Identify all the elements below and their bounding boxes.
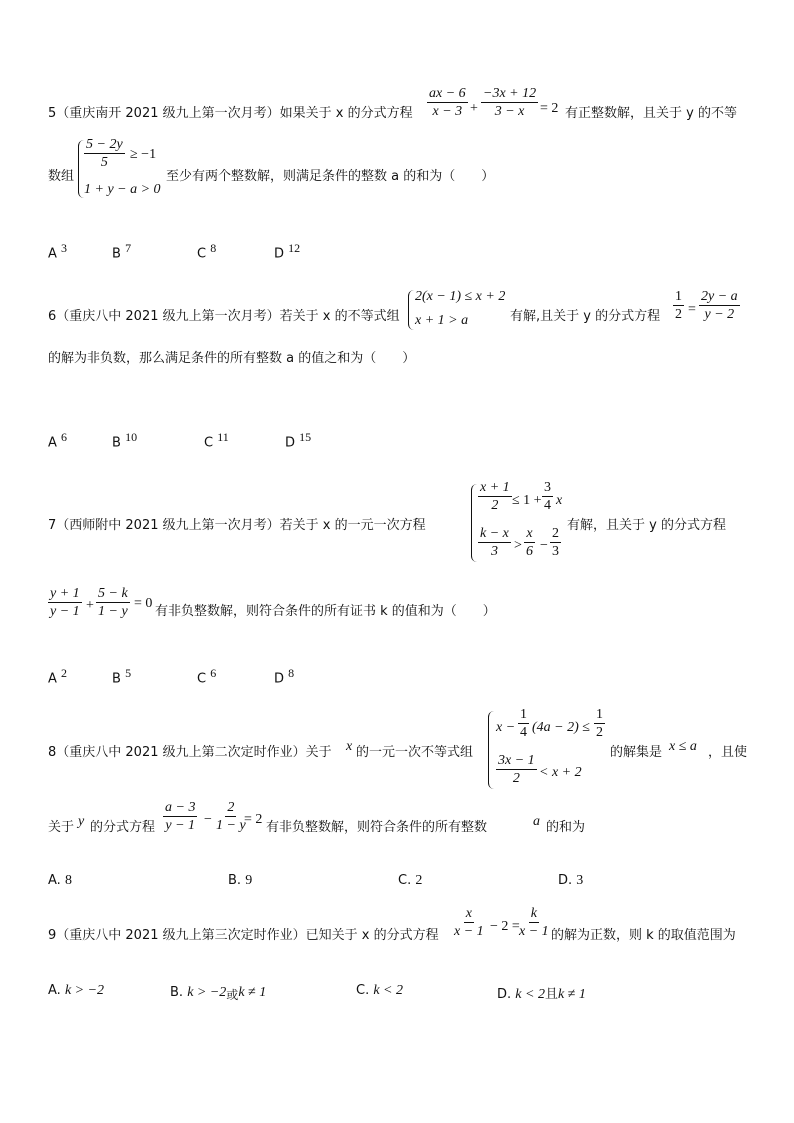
q9-option-c[interactable]: C. k < 2 — [356, 983, 404, 998]
q7-s1-fraction-2: $\frac{3}{4}$ — [544, 480, 551, 513]
q8-text-7: 有非负整数解，则符合条件的所有整数 — [266, 820, 488, 835]
q7-text-2: 有解，且关于 y 的分式方程 — [567, 518, 726, 533]
q9-option-d[interactable]: D. k < 2且k ≠ 1 — [497, 987, 586, 1002]
q5-fraction-1: $\frac{ax - 6}{x - 3}$ — [429, 86, 466, 119]
q8-s1-mid: (4a − 2) ≤ — [532, 720, 590, 735]
q6-option-b[interactable]: B $^{10}$ — [112, 430, 138, 451]
q6-text-1: 6（重庆八中 2021 级九上第一次月考）若关于 x 的不等式组 — [48, 309, 400, 324]
q7-eq-fraction-2: $\frac{5 - k}{1 - y}$ — [98, 586, 128, 619]
q8-eq-rhs: = 2 — [244, 812, 263, 827]
q5-sys-fraction: $\frac{5 - 2y}{5}$ — [86, 137, 123, 170]
q9-fraction-2: $\frac{k}{x - 1}$ — [519, 906, 549, 939]
q8-option-c[interactable]: C. 2 — [398, 873, 423, 888]
q8-eq-minus: − — [204, 812, 212, 827]
q5-sys-2: 1 + y − a > 0 — [84, 182, 161, 197]
q7-text-3: 有非负整数解，则符合条件的所有证书 k 的值和为（ ） — [155, 604, 496, 619]
q7-option-d[interactable]: D $^8$ — [274, 666, 295, 687]
q8-option-b[interactable]: B. 9 — [228, 873, 253, 888]
q7-s2-fraction-2: $\frac{x}{6}$ — [526, 526, 533, 559]
q9-option-a[interactable]: A. k > −2 — [48, 983, 105, 998]
q7-s1-rel: ≤ 1 + — [512, 493, 542, 508]
q6-option-c[interactable]: C $^{11}$ — [204, 430, 229, 451]
q8-text-5: 关于 — [48, 820, 75, 835]
q5-option-a[interactable]: A $^3$ — [48, 241, 68, 262]
q8-text-6: 的分式方程 — [90, 820, 156, 835]
q9-text-1: 9（重庆八中 2021 级九上第三次定时作业）已知关于 x 的分式方程 — [48, 928, 439, 943]
q8-var-x: x — [346, 739, 353, 754]
q7-s2-fraction: $\frac{k - x}{3}$ — [480, 526, 509, 559]
q8-solution: x ≤ a — [669, 739, 697, 754]
q8-s1-fraction: $\frac{1}{4}$ — [520, 707, 527, 740]
q7-text-1: 7（西师附中 2021 级九上第一次月考）若关于 x 的一元一次方程 — [48, 518, 426, 533]
q7-s2-minus: − — [540, 538, 548, 553]
q6-text-3: 的解为非负数，那么满足条件的所有整数 a 的值之和为（ ） — [48, 351, 416, 366]
q8-eq-fraction-2: $\frac{2}{1 - y}$ — [216, 800, 246, 833]
q6-option-a[interactable]: A $^6$ — [48, 430, 68, 451]
q6-text-2: 有解,且关于 y 的分式方程 — [510, 309, 661, 324]
q7-s1-fraction: $\frac{x + 1}{2}$ — [480, 480, 510, 513]
q7-eq-rhs: = 0 — [134, 596, 153, 611]
q7-eq-fraction-1: $\frac{y + 1}{y - 1}$ — [50, 586, 80, 619]
q7-option-c[interactable]: C $^6$ — [197, 666, 217, 687]
q5-text-4: 至少有两个整数解，则满足条件的整数 a 的和为（ ） — [166, 169, 495, 184]
q7-system-brace — [471, 484, 477, 562]
q5-option-d[interactable]: D $^{12}$ — [274, 241, 301, 262]
q9-mid: − 2 = — [490, 919, 520, 934]
q6-eq: = — [688, 302, 696, 317]
q5-option-c[interactable]: C $^8$ — [197, 241, 217, 262]
q5-rhs: = 2 — [540, 101, 559, 116]
q6-sys-2: x + 1 > a — [415, 313, 469, 328]
q9-text-2: 的解为正数，则 k 的取值范围为 — [551, 928, 736, 943]
q9-fraction-1: $\frac{x}{x - 1}$ — [454, 906, 484, 939]
q7-option-a[interactable]: A $^2$ — [48, 666, 68, 687]
q7-s1-x: x — [556, 493, 563, 508]
q8-eq-fraction-1: $\frac{a - 3}{y - 1}$ — [165, 800, 196, 833]
q8-text-8: 的和为 — [546, 820, 586, 835]
q7-s2-rel: > — [514, 538, 522, 553]
q5-text-1: 5（重庆南开 2021 级九上第一次月考）如果关于 x 的分式方程 — [48, 106, 413, 121]
q8-option-a[interactable]: A. 8 — [48, 873, 72, 888]
q8-s1-fraction-2: $\frac{1}{2}$ — [596, 707, 603, 740]
q5-fraction-2: $\frac{-3x + 12}{3 - x}$ — [483, 86, 537, 119]
q8-option-d[interactable]: D. 3 — [558, 873, 584, 888]
q8-s1-pre: x − — [496, 720, 516, 735]
q8-text-3: 的解集是 — [610, 745, 663, 760]
q8-var-y: y — [78, 814, 85, 829]
q5-option-b[interactable]: B $^7$ — [112, 241, 132, 262]
q5-text-2: 有正整数解，且关于 y 的不等 — [565, 106, 737, 121]
q6-system-brace — [408, 290, 414, 330]
q8-s2-rel: < x + 2 — [539, 765, 582, 780]
q6-fraction-2: $\frac{2y - a}{y - 2}$ — [701, 289, 738, 322]
q5-text-3: 数组 — [48, 169, 75, 184]
q7-eq-plus: + — [86, 598, 94, 613]
q5-sys-rel: ≥ −1 — [130, 147, 157, 162]
q8-text-2: 的一元一次不等式组 — [356, 745, 474, 760]
q6-sys-1: 2(x − 1) ≤ x + 2 — [415, 289, 506, 304]
q6-fraction-1: $\frac{1}{2}$ — [675, 289, 682, 322]
q8-var-a: a — [533, 814, 540, 829]
q7-option-b[interactable]: B $^5$ — [112, 666, 132, 687]
q8-s2-fraction: $\frac{3x - 1}{2}$ — [498, 753, 535, 786]
q8-text-4: ，且使 — [708, 745, 748, 760]
q5-plus: + — [470, 101, 478, 116]
q7-s2-fraction-3: $\frac{2}{3}$ — [552, 526, 559, 559]
q9-option-b[interactable]: B. k > −2或k ≠ 1 — [170, 985, 267, 1002]
q6-option-d[interactable]: D $^{15}$ — [285, 430, 312, 451]
q8-system-brace — [488, 711, 494, 789]
q8-text-1: 8（重庆八中 2021 级九上第二次定时作业）关于 — [48, 745, 332, 760]
